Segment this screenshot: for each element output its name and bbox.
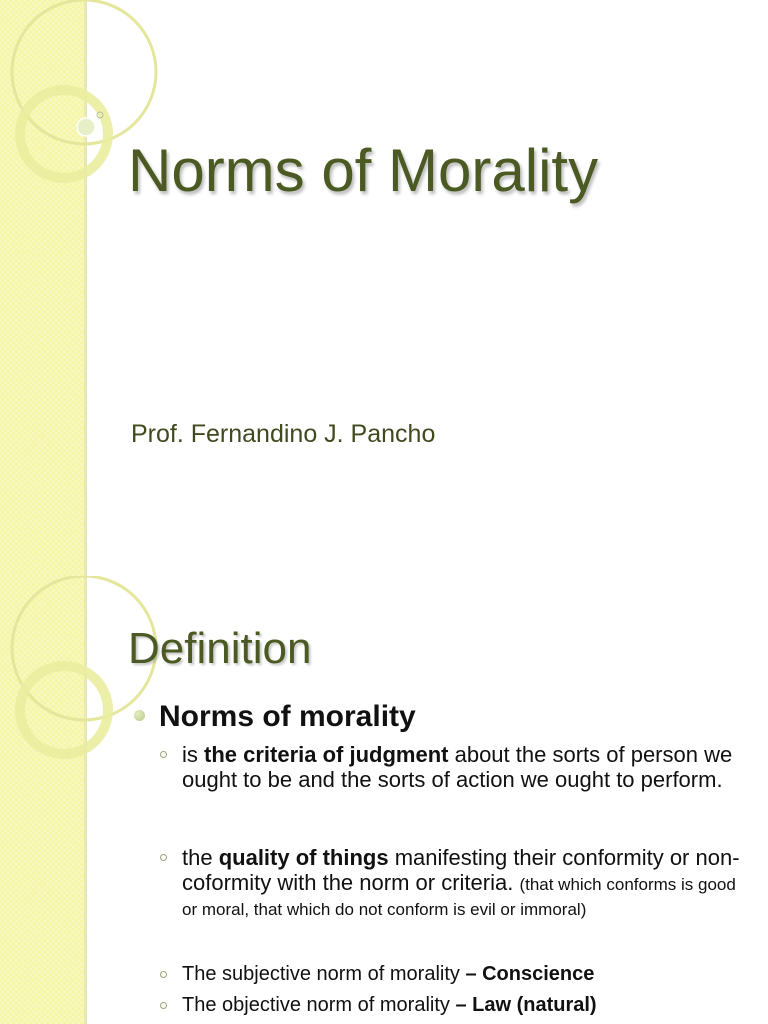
- author-name: Prof. Fernandino J. Pancho: [131, 420, 436, 448]
- sub-bullet-text: The objective norm of morality – Law (natural): [182, 994, 597, 1016]
- decorative-rings: [0, 576, 160, 776]
- sub-bullet: [160, 845, 740, 920]
- parenthetical-note: (that which conforms is good or moral, that which do not conform is evil or immoral): [182, 875, 736, 919]
- ring-bullet-icon: [160, 854, 167, 861]
- slide-title: Definition: [128, 624, 312, 673]
- thick-ring-decoration: [20, 90, 108, 178]
- sub-bullet-text: The subjective norm of morality – Conscience: [182, 963, 595, 985]
- definition-slide: [0, 576, 768, 1024]
- bullet-icon: [134, 710, 145, 721]
- main-bullet-text: Norms of morality: [159, 700, 416, 733]
- sub-bullet-text: is the criteria of judgment about the sorts of person we ought to be and the sorts of action we ought to perform.: [182, 742, 733, 792]
- sub-bullet: [160, 962, 740, 987]
- sub-bullet: [160, 993, 740, 1018]
- ring-bullet-icon: [160, 751, 167, 758]
- main-bullet: [134, 700, 416, 734]
- ring-bullet-icon: [160, 971, 167, 978]
- thick-ring-decoration: [20, 666, 108, 754]
- sub-bullet-text: the quality of things manifesting their conformity or non-coformity with the norm or criteria. (that which conforms is good or moral, that which do not conform is evil or immoral): [182, 845, 740, 919]
- small-dot-decoration: [77, 118, 95, 136]
- sub-bullet: [160, 742, 740, 792]
- slide-title: Norms of Morality: [128, 137, 599, 204]
- ring-bullet-icon: [160, 1002, 167, 1009]
